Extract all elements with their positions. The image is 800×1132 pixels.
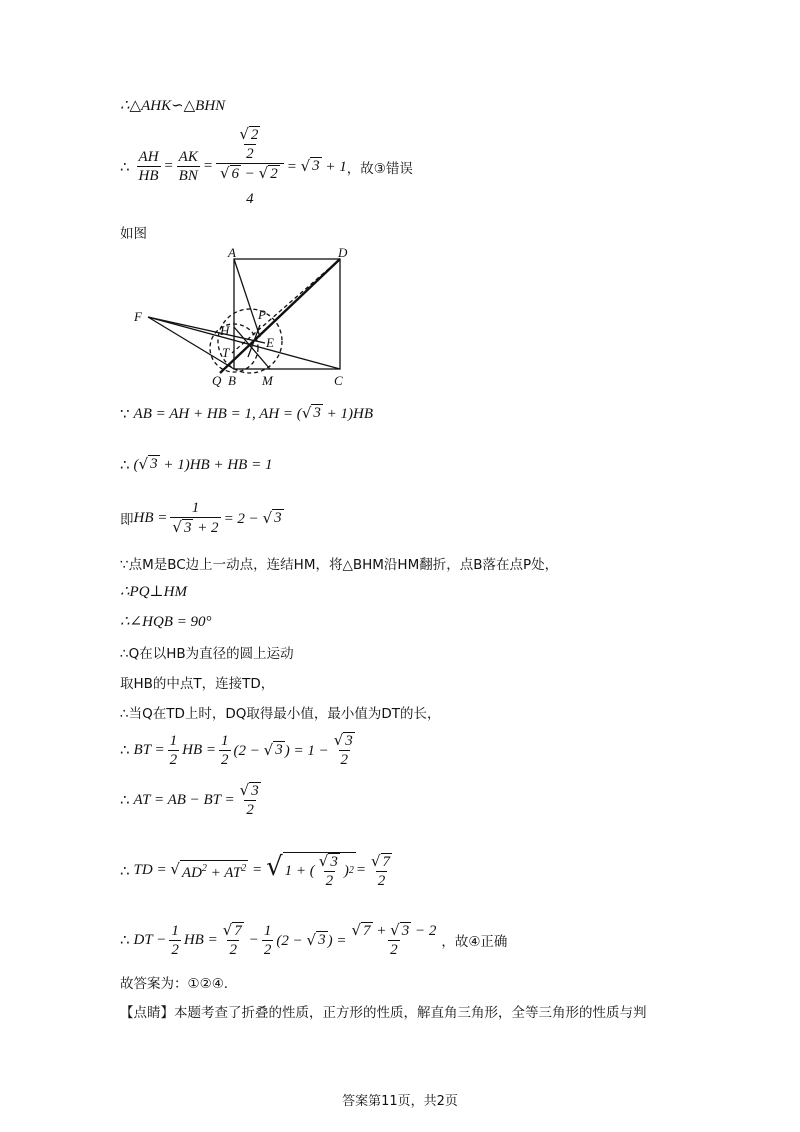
text-conclusion-4-correct: ，故④正确 (441, 934, 508, 950)
text-answer: 故答案为：①②④. (120, 976, 229, 992)
line-circle-motion (120, 642, 294, 662)
line-perp (120, 582, 187, 601)
label-t: T (222, 345, 230, 360)
line-comment (120, 1001, 647, 1021)
label-c: C (334, 373, 343, 388)
line-as-figure (120, 222, 147, 242)
text-as-figure: 如图 (120, 226, 147, 242)
line-ratio: ∴ $\frac{AH}{HB}$ = $\frac{AK}{BN}$ = √ 2 2 √ 6 − √ 2 4 = √ 3 + 1 ，故③错误 (120, 125, 413, 207)
text-fold: ∵点M是BC边上一动点，连结HM，将△BHM沿HM翻折，点B落在点P处， (120, 557, 559, 573)
label-m: M (262, 373, 273, 388)
label-q: Q (212, 373, 222, 388)
label-d: D (338, 245, 348, 260)
line-bt: ∴ BT = $\frac{1}{2}$ HB = $\frac{1}{2}$ (2 − √ 3 ) = 1 − √ 3 2 (120, 731, 353, 768)
text-comment: 【点睛】本题考查了折叠的性质，正方形的性质，解直角三角形，全等三角形的性质与判 (120, 1005, 647, 1021)
label-b: B (228, 373, 236, 388)
line-f-e (148, 317, 265, 343)
label-h: H (220, 323, 230, 338)
label-e: E (266, 335, 274, 350)
page-footer: 答案第11页，共2页 (342, 1094, 458, 1109)
line-fold (120, 553, 558, 573)
line-hb-value: 即 HB = 1 √ 3 + 2 = 2 − √ 3 (120, 500, 282, 536)
line-f-c (148, 317, 340, 369)
line-a-e (234, 259, 260, 337)
label-a: A (228, 245, 236, 260)
line-hb-eq: ∴ ( √ 3 + 1)HB + HB = 1 (120, 455, 273, 474)
line-right-angle (120, 612, 212, 631)
text-conclusion-3-wrong: ，故③错误 (346, 160, 413, 177)
label-p: P (258, 307, 266, 322)
line-min-value (120, 702, 441, 722)
text-similar-triangles: ∴△AHK∽△BHN (120, 98, 226, 114)
line-dt-minus: ∴ DT − $\frac{1}{2}$ HB = √ 7 2 − $\frac{1}{2}$ (2 − √ 3 ) = √ 7 + √ 3 − 2 2 ，故④正确 (120, 921, 508, 958)
geometry-figure (120, 245, 360, 395)
text-circle-motion: ∴Q在以HB为直径的圆上运动 (120, 646, 294, 662)
line-td: ∴ TD = √ $AD^2 + AT^2$ = √ 1 + ( √ 3 2 ) 2 = √ 7 2 (120, 851, 391, 889)
text-midpoint: 取HB的中点T，连接TD， (120, 676, 275, 692)
line-d-q (220, 259, 340, 373)
line-answer (120, 972, 228, 992)
text-perp: ∴PQ⊥HM (120, 584, 187, 600)
line-similar-triangles (120, 96, 225, 115)
text-min-value: ∴当Q在TD上时，DQ取得最小值，最小值为DT的长， (120, 706, 441, 722)
line-at: ∴ AT = AB − BT = √ 3 2 (120, 781, 259, 818)
line-ab-eq: ∵ AB = AH + HB = 1, AH = ( √ 3 + 1)HB (120, 404, 373, 423)
line-midpoint (120, 672, 274, 692)
label-f: F (134, 309, 142, 324)
text-right-angle: ∴∠HQB = 90° (120, 614, 212, 630)
